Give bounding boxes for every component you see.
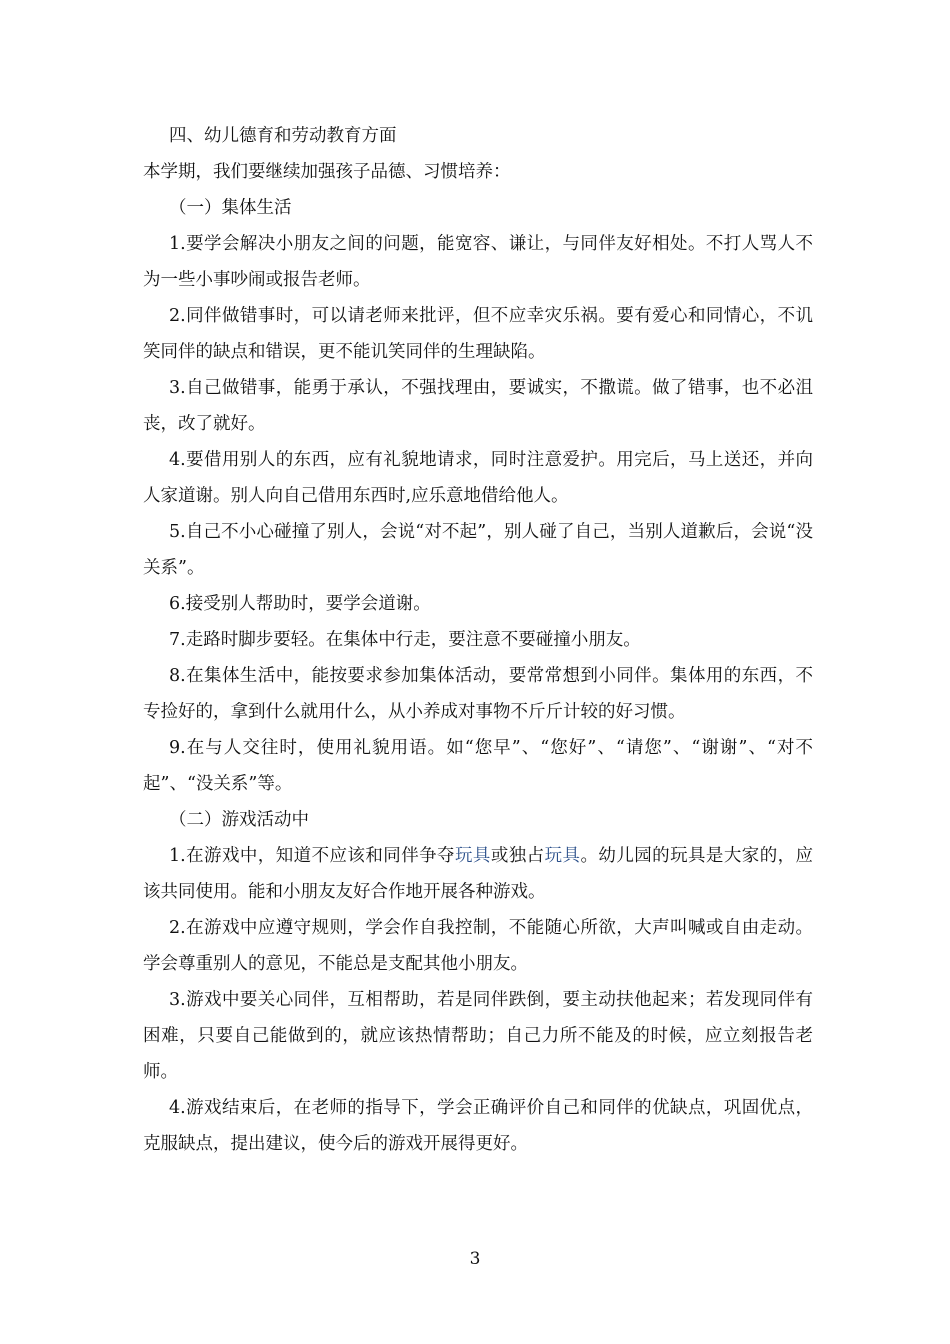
- game-item: 4.游戏结束后，在老师的指导下，学会正确评价自己和同伴的优缺点，巩固优点，克服缺点，提出建议，使今后的游戏开展得更好。: [143, 1098, 813, 1154]
- collective-item: 2.同伴做错事时，可以请老师来批评，但不应幸灾乐祸。要有爱心和同情心，不讥笑同伴的缺点和错误，更不能讥笑同伴的生理缺陷。: [143, 306, 813, 362]
- game-item-text: 或独占: [490, 846, 545, 866]
- game-item-text: 1.在游戏中，知道不应该和同伴争夺: [169, 846, 455, 866]
- collective-item: 5.自己不小心碰撞了别人，会说“对不起”，别人碰了自己，当别人道歉后，会说“没关系”。: [143, 522, 813, 578]
- game-item: 2.在游戏中应遵守规则，学会作自我控制，不能随心所欲，大声叫喊或自由走动。学会尊重别人的意见，不能总是支配其他小朋友。: [143, 918, 813, 974]
- document-body: [143, 118, 813, 1162]
- collective-item: 1.要学会解决小朋友之间的问题，能宽容、谦让，与同伴友好相处。不打人骂人不为一些小事吵闹或报告老师。: [143, 234, 813, 290]
- collective-item: 8.在集体生活中，能按要求参加集体活动，要常常想到小同伴。集体用的东西，不专捡好的，拿到什么就用什么，从小养成对事物不斤斤计较的好习惯。: [143, 666, 813, 722]
- collective-item: 6.接受别人帮助时，要学会道谢。: [169, 594, 431, 614]
- intro-paragraph: 本学期，我们要继续加强孩子品德、习惯培养：: [143, 162, 511, 182]
- game-item-text: 。幼儿园的玩具是大家的，应该共同使用。能和小朋友友好合作地开展各种游戏。: [143, 846, 814, 902]
- toy-link[interactable]: 玩具: [454, 846, 491, 866]
- subsection-title-collective-life: （一）集体生活: [169, 198, 292, 218]
- game-item: 3.游戏中要关心同伴，互相帮助，若是同伴跌倒，要主动扶他起来；若发现同伴有困难，只要自己能做到的，就应该热情帮助；自己力所不能及的时候，应立刻报告老师。: [143, 990, 813, 1082]
- section-heading: 四、幼儿德育和劳动教育方面: [169, 126, 397, 146]
- collective-item: 9.在与人交往时，使用礼貌用语。如“您早”、“您好”、“请您”、“谢谢”、“对不起”、“没关系”等。: [143, 738, 813, 794]
- collective-item: 7.走路时脚步要轻。在集体中行走，要注意不要碰撞小朋友。: [169, 630, 641, 650]
- collective-item: 3.自己做错事，能勇于承认，不强找理由，要诚实，不撒谎。做了错事，也不必沮丧，改了就好。: [143, 378, 813, 434]
- toy-link[interactable]: 玩具: [544, 846, 581, 866]
- page-number: 3: [469, 1249, 481, 1269]
- subsection-title-game-activities: （二）游戏活动中: [169, 810, 309, 830]
- game-item: [143, 838, 813, 910]
- collective-item: 4.要借用别人的东西，应有礼貌地请求，同时注意爱护。用完后，马上送还，并向人家道谢。别人向自己借用东西时,应乐意地借给他人。: [143, 450, 813, 506]
